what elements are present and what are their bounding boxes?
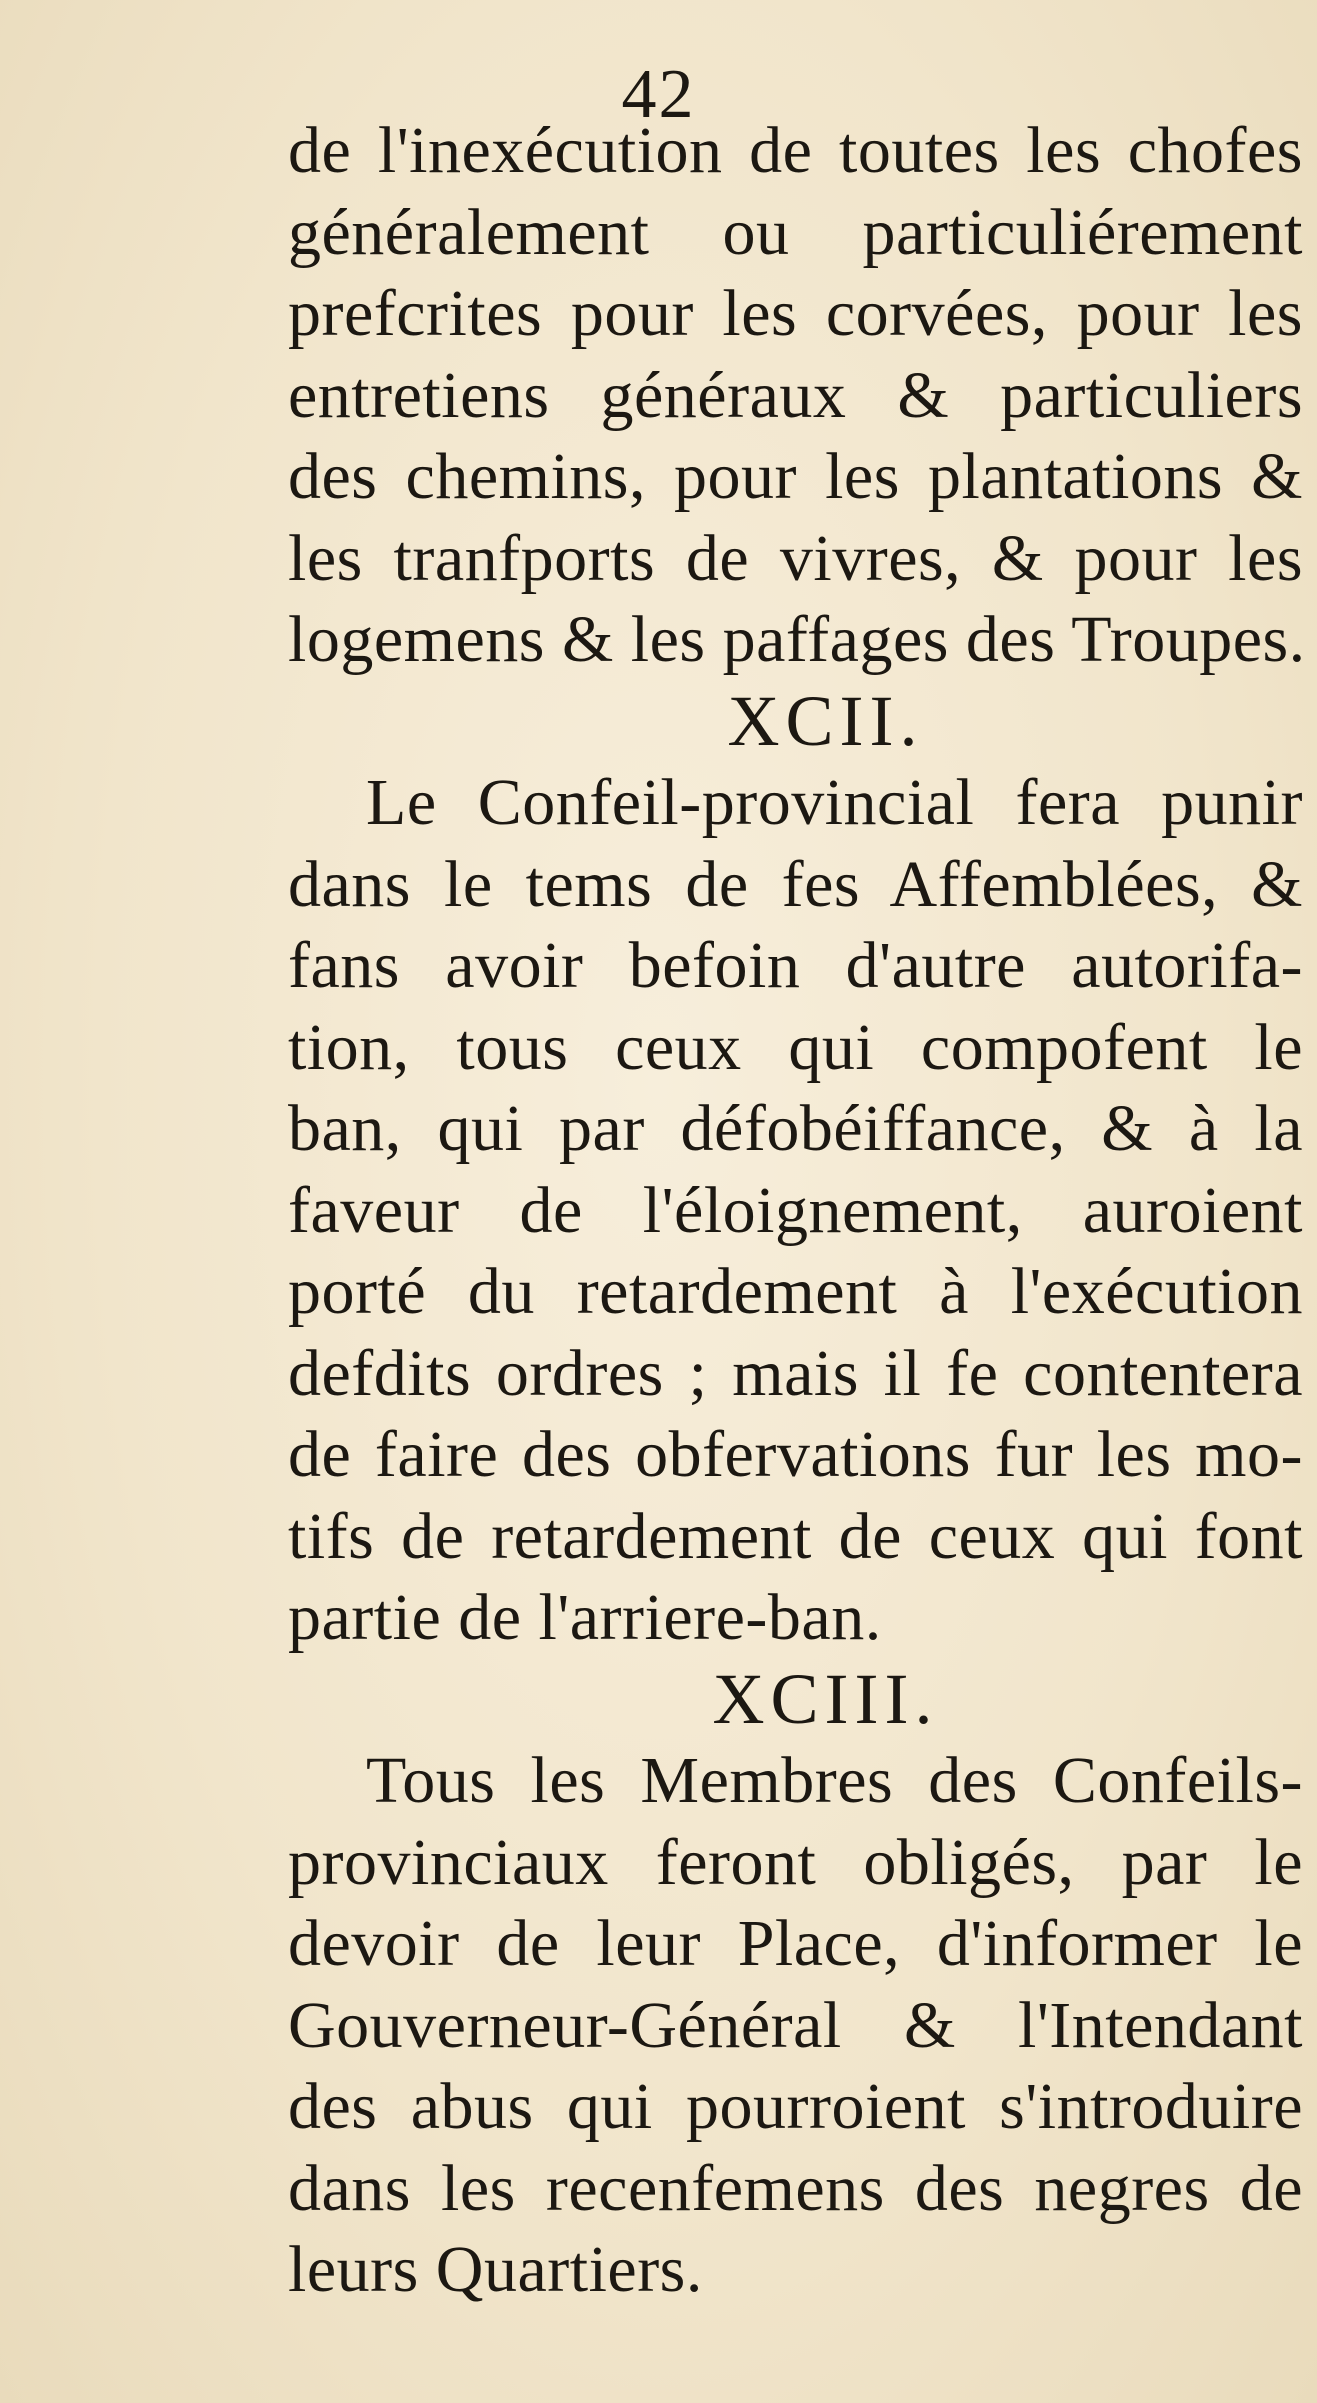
text-line: leurs Quartiers. (288, 2233, 703, 2306)
text-line: tion, tous ceux qui compofent le (288, 1010, 1303, 1084)
text-line: devoir de leur Place, d'informer le (288, 1907, 1303, 1980)
text-line: des chemins, pour les plantations & (288, 440, 1303, 513)
text-line: partie de l'arriere-ban. (288, 1581, 882, 1654)
text-line: faveur de l'éloignement, auroient (288, 1173, 1303, 1247)
article-heading-xcii: XCII. (727, 680, 924, 761)
body-text (288, 110, 1306, 2311)
text-line: ban, qui par défobéiffance, & à la (288, 1092, 1303, 1165)
text-line: des abus qui pourroient s'introduire (288, 2070, 1303, 2143)
text-line: tifs de retardement de ceux qui font (288, 1499, 1303, 1573)
text-line: fans avoir befoin d'autre autorifa- (288, 929, 1303, 1002)
text-line: prefcrites pour les corvées, pour les (288, 277, 1303, 350)
text-line: de faire des obfervations fur les mo- (288, 1418, 1303, 1491)
page-number: 42 (621, 56, 696, 133)
text-line: Gouverneur-Général & l'Intendant (288, 1988, 1303, 2062)
text-line: Tous les Membres des Confeils- (366, 1744, 1303, 1817)
text-line: provinciaux feront obligés, par le (288, 1825, 1303, 1899)
article-heading-xciii: XCIII. (712, 1658, 939, 1739)
text-line: généralement ou particuliérement (288, 195, 1303, 269)
text-line: de l'inexécution de toutes les chofes (288, 114, 1303, 187)
text-line: porté du retardement à l'exécution (288, 1255, 1303, 1328)
text-line: Le Confeil-provincial fera punir (366, 766, 1303, 839)
text-line: les tranfports de vivres, & pour les (288, 521, 1303, 595)
text-line: dans le tems de fes Affemblées, & (288, 847, 1303, 921)
text-line: dans les recenfemens des negres de (288, 2151, 1303, 2225)
text-line: logemens & les paffages des Troupes. (288, 603, 1306, 676)
text-line: entretiens généraux & particuliers (288, 358, 1303, 432)
text-line: defdits ordres ; mais il fe contentera (288, 1336, 1303, 1410)
